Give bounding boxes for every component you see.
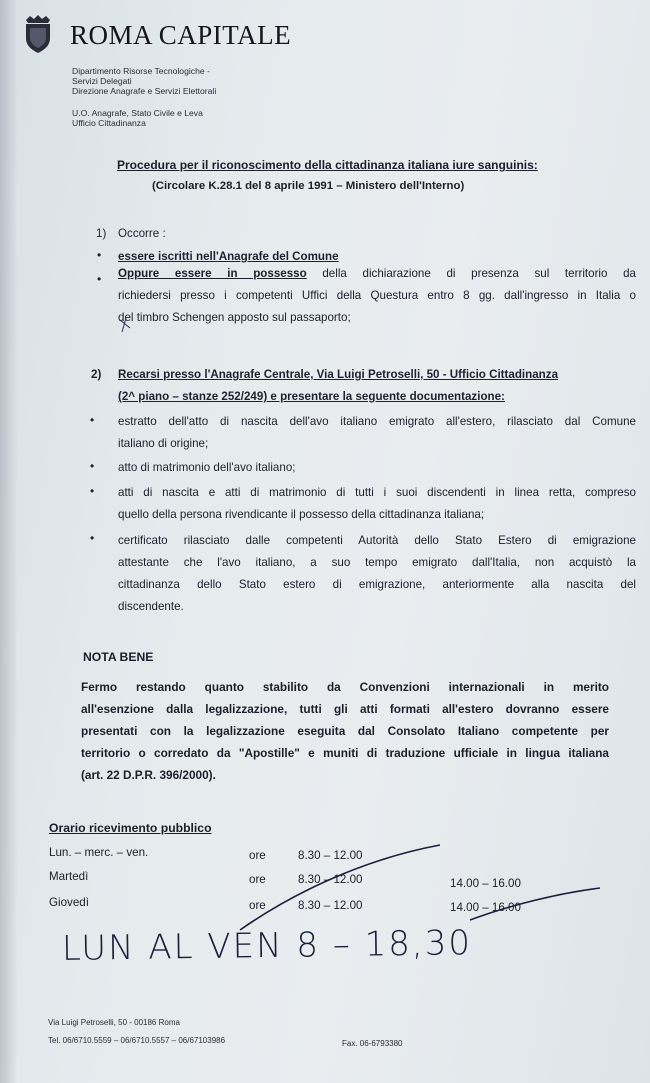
footer-address: Via Luigi Petroselli, 50 - 00186 Roma	[48, 1018, 180, 1027]
section2-item-line: cittadinanza dello Stato estero di emigrazione, anteriormente alla nascita del	[118, 578, 636, 591]
section1-intro: Occorre :	[118, 227, 166, 240]
pen-tick	[120, 318, 130, 332]
bullet-icon: •	[90, 413, 95, 427]
org-title: ROMA CAPITALE	[70, 20, 292, 50]
nota-line: territorio o corredato da "Apostille" e muniti di traduzione ufficiale in lingua italiana	[81, 746, 609, 760]
bullet-icon: •	[90, 531, 95, 545]
nota-bene-title: NOTA BENE	[83, 650, 154, 664]
unit-line: U.O. Anagrafe, Stato Civile e Leva	[72, 108, 203, 118]
hours-ore: ore	[249, 849, 266, 862]
pen-stroke	[240, 845, 440, 930]
dept-line: Dipartimento Risorse Tecnologiche -	[72, 66, 210, 76]
section2-item-line: atto di matrimonio dell'avo italiano;	[118, 461, 296, 474]
hours-day: Giovedì	[49, 896, 89, 909]
hours-morning: 8.30 – 12.00	[298, 873, 363, 886]
hours-morning: 8.30 – 12.00	[298, 849, 363, 862]
section1-item2-line: richiedersi presso i competenti Uffici della Questura entro 8 gg. dall'ingresso in Italia o	[118, 289, 636, 302]
hours-title: Orario ricevimento pubblico	[49, 821, 212, 835]
bullet-icon: •	[90, 459, 95, 473]
section2-item-line: estratto dell'atto di nascita dell'avo italiano emigrato all'estero, rilasciato dal Comune	[118, 415, 636, 428]
bullet-icon: •	[97, 248, 102, 262]
dept-line: Direzione Anagrafe e Servizi Elettorali	[72, 86, 217, 96]
dept-line: Servizi Delegati	[72, 76, 132, 86]
section1-number: 1)	[96, 227, 107, 240]
footer-tel: Tel. 06/6710.5559 – 06/6710.5557 – 06/67103986	[48, 1036, 226, 1045]
section2-heading-line: (2^ piano – stanze 252/249) e presentare la seguente documentazione:	[118, 390, 505, 403]
section1-item2-lead: Oppure essere in possesso	[118, 267, 307, 280]
section2-number: 2)	[91, 368, 102, 381]
section2-item-line: atti di nascita e atti di matrimonio di tutti i suoi discendenti in linea retta, compreso	[118, 486, 636, 499]
section2-item-line: attestante che l'avo italiano, a suo tempo emigrato dall'Italia, non acquistò la	[118, 556, 636, 569]
section2-item-line: certificato rilasciato dalle competenti Autorità dello Stato Estero di emigrazione	[118, 534, 636, 547]
document-subtitle: (Circolare K.28.1 del 8 aprile 1991 – Ministero dell'Interno)	[152, 180, 465, 192]
bullet-icon: •	[90, 484, 95, 498]
hours-day: Martedì	[49, 870, 89, 883]
hours-morning: 8.30 – 12.00	[298, 899, 363, 912]
section1-item1: essere iscritti nell'Anagrafe del Comune	[118, 250, 339, 263]
section2-item-line: discendente.	[118, 600, 184, 613]
nota-line: (art. 22 D.P.R. 396/2000).	[81, 768, 216, 782]
hours-ore: ore	[249, 899, 266, 912]
section2-item-line: quello della persona rivendicante il possesso della cittadinanza italiana;	[118, 508, 485, 521]
hours-day: Lun. – merc. – ven.	[49, 846, 149, 859]
pen-stroke	[470, 888, 600, 920]
section2-item-line: italiano di origine;	[118, 437, 209, 450]
bullet-icon: •	[97, 272, 102, 286]
nota-line: presentati con la legalizzazione eseguita dal Consolato Italiano competente per	[81, 724, 609, 738]
footer-fax: Fax. 06-6793380	[342, 1039, 403, 1048]
section2-heading-line: Recarsi presso l'Anagrafe Centrale, Via Luigi Petroselli, 50 - Ufficio Cittadinanza	[118, 368, 559, 381]
hours-afternoon: 14.00 – 16.00	[450, 877, 521, 890]
hours-afternoon: 14.00 – 16.00	[450, 901, 521, 914]
section1-item2-text: della dichiarazione di presenza sul territorio da	[322, 267, 636, 280]
unit-line: Ufficio Cittadinanza	[72, 118, 146, 128]
hours-ore: ore	[249, 873, 266, 886]
document-title: Procedura per il riconoscimento della cittadinanza italiana iure sanguinis:	[117, 158, 538, 172]
handwritten-note: LUN AL VEN 8 – 18,30	[61, 923, 473, 969]
nota-line: Fermo restando quanto stabilito da Convenzioni internazionali in merito	[81, 680, 609, 694]
nota-line: all'esenzione dalla legalizzazione, tutti gli atti formati all'estero dovranno essere	[81, 702, 609, 716]
section1-item2-line: del timbro Schengen apposto sul passaporto;	[118, 311, 351, 324]
